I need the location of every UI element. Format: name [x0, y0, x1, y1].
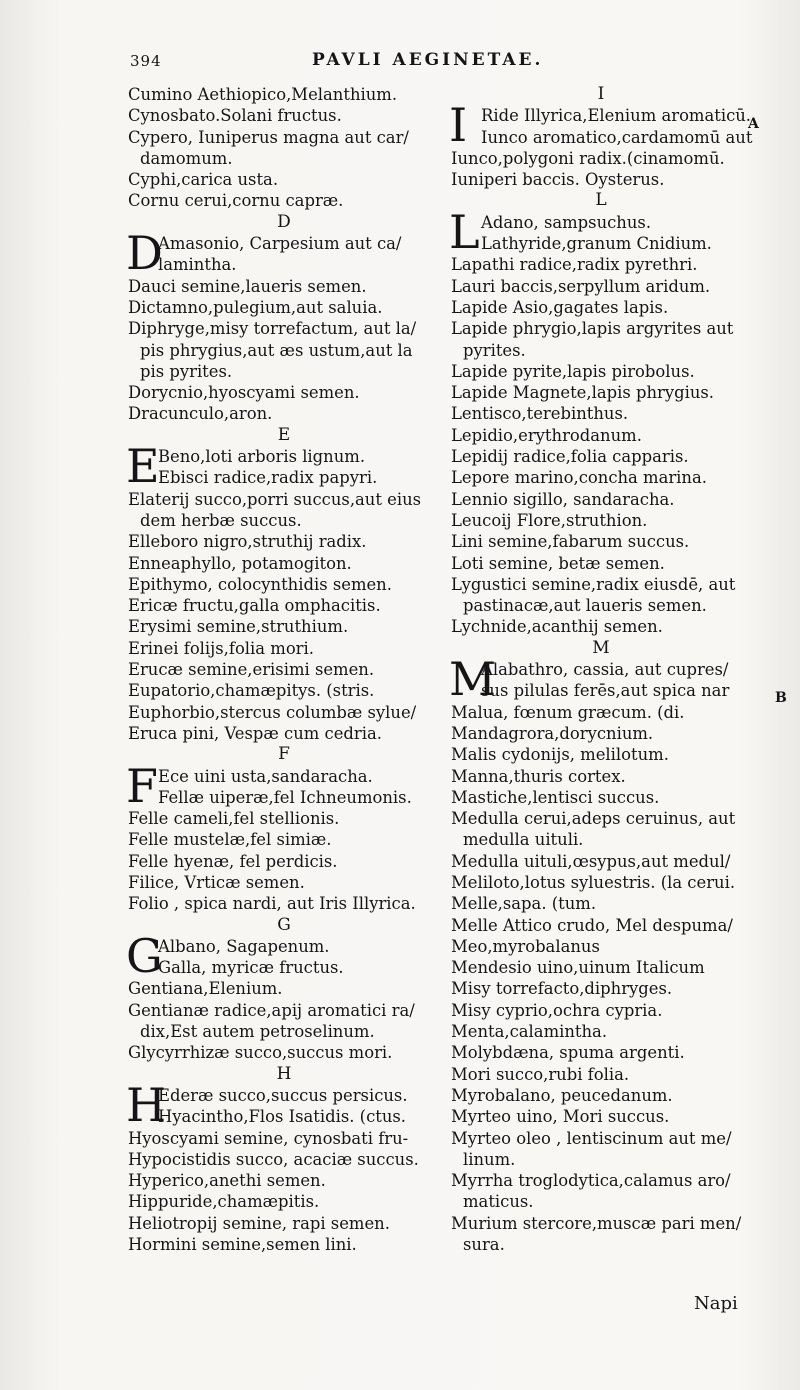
- index-entry: [128, 553, 440, 574]
- index-entry: [451, 510, 751, 531]
- index-entry-continuation: [451, 1149, 751, 1170]
- entry-text: Ericæ fructu,galla omphacitis.: [128, 596, 381, 616]
- entry-text: Meo,myrobalanus: [451, 936, 600, 956]
- index-entry: [451, 169, 751, 190]
- entry-text: Cyphi,carica usta.: [128, 170, 279, 190]
- index-entry: [451, 1064, 751, 1085]
- index-entry: [128, 829, 440, 850]
- index-entry: [128, 297, 440, 318]
- entry-text: Erinei folijs,folia mori.: [128, 638, 314, 658]
- index-entry: [451, 318, 751, 339]
- index-entry: [451, 851, 751, 872]
- entry-text: Murium stercore,muscæ pari men/: [451, 1213, 742, 1233]
- entry-text: Amasonio, Carpesium aut ca/: [158, 234, 402, 254]
- index-entry: [128, 403, 440, 424]
- entry-text: Epithymo, colocynthidis semen.: [128, 574, 392, 594]
- index-entry: [128, 467, 440, 488]
- index-entry: [128, 1170, 440, 1191]
- entry-text: Hyacintho,Flos Isatidis. (ctus.: [158, 1107, 407, 1127]
- index-entry: [128, 702, 440, 723]
- entry-text: I: [597, 84, 605, 104]
- entry-text: Galla, myricæ fructus.: [158, 958, 344, 978]
- entry-text: Dictamno,pulegium,aut saluia.: [128, 297, 383, 317]
- entry-text: Lygustici semine,radix eiusdē, aut: [451, 574, 736, 594]
- index-entry: [451, 467, 751, 488]
- margin-mark-b: B: [775, 690, 787, 706]
- index-entry: [451, 787, 751, 808]
- entry-text: Enneaphyllo, potamogiton.: [128, 553, 352, 573]
- index-entry: [128, 851, 440, 872]
- entry-text: Myrobalano, peucedanum.: [451, 1085, 673, 1105]
- running-title: PAVLI AEGINETAE.: [312, 50, 544, 70]
- index-entry-continuation: [128, 510, 440, 531]
- entry-text: Cornu cerui,cornu capræ.: [128, 191, 344, 211]
- entry-text: Albano, Sagapenum.: [158, 936, 330, 956]
- index-entry: [451, 148, 751, 169]
- index-entry: [128, 978, 440, 999]
- entry-text: Diphryge,misy torrefactum, aut la/: [128, 319, 417, 339]
- entry-text: Hypocistidis succo, acaciæ succus.: [128, 1149, 419, 1169]
- index-entry: [128, 659, 440, 680]
- index-entry: [128, 595, 440, 616]
- index-entry: [128, 127, 440, 148]
- running-header: [130, 48, 770, 78]
- index-entry: [128, 787, 440, 808]
- drop-cap: L: [449, 204, 480, 259]
- page-number: 394: [130, 52, 162, 70]
- entry-text: Lentisco,terebinthus.: [451, 404, 629, 424]
- entry-text: Mendesio uino,uinum Italicum: [451, 958, 705, 978]
- drop-cap: I: [449, 98, 468, 153]
- entry-text: Hippuride,chamæpitis.: [128, 1192, 320, 1212]
- entry-text: Melle Attico crudo, Mel despuma/: [451, 915, 733, 935]
- index-entry: [451, 574, 751, 595]
- index-entry: [451, 553, 751, 574]
- entry-text: Hyperico,anethi semen.: [128, 1171, 326, 1191]
- index-entry: [128, 531, 440, 552]
- index-entry: [128, 638, 440, 659]
- entry-text: Myrteo uino, Mori succus.: [451, 1107, 670, 1127]
- entry-text: E: [277, 424, 291, 445]
- entry-text: Dorycnio,hyoscyami semen.: [128, 383, 360, 403]
- entry-text: Hormini semine,semen lini.: [128, 1235, 357, 1255]
- drop-cap: E: [126, 439, 160, 494]
- entry-text: Dracunculo,aron.: [128, 404, 273, 424]
- entry-text: Mastiche,lentisci succus.: [451, 787, 660, 807]
- entry-text: Adano, sampsuchus.: [481, 212, 652, 232]
- index-entry: [128, 1000, 440, 1021]
- entry-text: F: [278, 744, 290, 765]
- index-entry-continuation: [128, 1021, 440, 1042]
- entry-text: Lychnide,acanthij semen.: [451, 617, 663, 637]
- entry-text: Gentiana,Elenium.: [128, 979, 283, 999]
- entry-text: Lepidij radice,folia capparis.: [451, 447, 689, 467]
- section-letter: [128, 744, 440, 765]
- index-entry: [451, 425, 751, 446]
- entry-text: L: [595, 190, 607, 211]
- section-letter: [128, 425, 440, 446]
- index-entry: [128, 872, 440, 893]
- entry-text: Iunco aromatico,cardamomū aut: [481, 127, 753, 147]
- left-column: [128, 84, 440, 1255]
- index-entry: [451, 276, 751, 297]
- index-entry: [451, 297, 751, 318]
- index-entry-continuation: [451, 829, 751, 850]
- drop-cap: M: [449, 652, 497, 707]
- entry-text: Iunco,polygoni radix.(cinamomū.: [451, 148, 725, 168]
- entry-text: damomum.: [140, 148, 233, 168]
- entry-text: Erucæ semine,erisimi semen.: [128, 660, 375, 680]
- index-entry: [128, 808, 440, 829]
- entry-text: Lennio sigillo, sandaracha.: [451, 489, 675, 509]
- index-entry: [451, 702, 751, 723]
- index-entry: [128, 84, 440, 105]
- index-entry: [451, 915, 751, 936]
- index-entry: [451, 978, 751, 999]
- entry-text: Dauci semine,laueris semen.: [128, 276, 367, 296]
- entry-text: Ride Illyrica,Elenium aromaticū.: [481, 106, 752, 126]
- index-entry-continuation: [451, 340, 751, 361]
- entry-text: Hyoscyami semine, cynosbati fru-: [128, 1128, 409, 1148]
- entry-text: Misy torrefacto,diphryges.: [451, 979, 673, 999]
- entry-text: Felle cameli,fel stellionis.: [128, 809, 340, 829]
- index-entry: [128, 1191, 440, 1212]
- drop-cap: H: [126, 1077, 167, 1132]
- entry-text: Felle hyenæ, fel perdicis.: [128, 851, 338, 871]
- index-entry-continuation: [128, 340, 440, 361]
- entry-text: Euphorbio,stercus columbæ sylue/: [128, 702, 417, 722]
- index-entry: [128, 723, 440, 744]
- entry-text: Lapide pyrite,lapis pirobolus.: [451, 361, 695, 381]
- index-entry: [128, 169, 440, 190]
- index-entry: [451, 127, 751, 148]
- entry-text: Lapide Magnete,lapis phrygius.: [451, 383, 715, 403]
- index-entry: [128, 1149, 440, 1170]
- entry-text: Gentianæ radice,apij aromatici ra/: [128, 1000, 415, 1020]
- index-entry: [451, 446, 751, 467]
- entry-text: Lapide phrygio,lapis argyrites aut: [451, 319, 734, 339]
- entry-text: Elleboro nigro,struthij radix.: [128, 532, 367, 552]
- entry-text: G: [277, 914, 291, 935]
- entry-text: Manna,thuris cortex.: [451, 766, 626, 786]
- entry-text: Fellæ uiperæ,fel Ichneumonis.: [158, 787, 412, 807]
- index-entry: [451, 893, 751, 914]
- index-entry: [451, 361, 751, 382]
- index-entry: [451, 531, 751, 552]
- index-entry: [451, 1000, 751, 1021]
- entry-text: D: [277, 211, 291, 232]
- entry-text: Mandagrora,dorycnium.: [451, 723, 654, 743]
- entry-text: Lini semine,fabarum succus.: [451, 532, 690, 552]
- entry-text: Lepidio,erythrodanum.: [451, 425, 642, 445]
- index-entry: [128, 489, 440, 510]
- entry-text: sura.: [463, 1235, 505, 1255]
- entry-text: M: [592, 637, 610, 658]
- index-entry: [451, 1128, 751, 1149]
- index-entry: [128, 616, 440, 637]
- index-entry: [128, 1106, 440, 1127]
- entry-text: Menta,calamintha.: [451, 1022, 608, 1042]
- entry-text: linum.: [463, 1149, 516, 1169]
- entry-text: pis phrygius,aut æs ustum,aut la: [140, 340, 413, 360]
- entry-text: Felle mustelæ,fel simiæ.: [128, 830, 332, 850]
- entry-text: Ece uini usta,sandaracha.: [158, 766, 373, 786]
- index-entry-continuation: [128, 361, 440, 382]
- index-entry: [128, 254, 440, 275]
- entry-text: Glycyrrhizæ succo,succus mori.: [128, 1043, 393, 1063]
- entry-text: Iuniperi baccis. Oysterus.: [451, 170, 665, 190]
- index-entry: [451, 254, 751, 275]
- index-entry: [451, 723, 751, 744]
- index-entry: [128, 680, 440, 701]
- index-entry: [128, 1234, 440, 1255]
- entry-text: Lathyride,granum Cnidium.: [481, 234, 712, 254]
- entry-text: dix,Est autem petroselinum.: [140, 1022, 375, 1042]
- entry-text: Erysimi semine,struthium.: [128, 617, 349, 637]
- entry-text: Ebisci radice,radix papyri.: [158, 468, 378, 488]
- section-letter: [128, 915, 440, 936]
- entry-text: Beno,loti arboris lignum.: [158, 447, 366, 467]
- index-entry: [451, 1213, 751, 1234]
- entry-text: Lauri baccis,serpyllum aridum.: [451, 276, 711, 296]
- entry-text: Eruca pini, Vespæ cum cedria.: [128, 723, 382, 743]
- index-entry: [128, 957, 440, 978]
- entry-text: dem herbæ succus.: [140, 510, 302, 530]
- entry-text: medulla uituli.: [463, 830, 584, 850]
- index-entry: [451, 1170, 751, 1191]
- index-entry: [451, 489, 751, 510]
- index-entry-continuation: [451, 1234, 751, 1255]
- index-entry: [451, 1085, 751, 1106]
- section-letter: [128, 212, 440, 233]
- entry-text: H: [276, 1063, 292, 1084]
- entry-text: Leucoij Flore,struthion.: [451, 510, 648, 530]
- entry-text: Myrrha troglodytica,calamus aro/: [451, 1171, 731, 1191]
- entry-text: Eupatorio,chamæpitys. (stris.: [128, 681, 375, 701]
- entry-text: Cumino Aethiopico,Melanthium.: [128, 85, 398, 104]
- index-entry: [128, 893, 440, 914]
- entry-text: sus pilulas ferēs,aut spica nar: [481, 681, 730, 701]
- drop-cap: D: [126, 226, 163, 281]
- right-column: [451, 84, 751, 1255]
- section-letter: [451, 190, 751, 211]
- entry-text: Lapathi radice,radix pyrethri.: [451, 255, 698, 275]
- entry-text: Malis cydonijs, melilotum.: [451, 745, 669, 765]
- entry-text: pis pyrites.: [140, 361, 233, 381]
- section-letter: [451, 84, 751, 105]
- entry-text: Lepore marino,concha marina.: [451, 468, 707, 488]
- entry-text: Meliloto,lotus syluestris. (la cerui.: [451, 872, 736, 892]
- entry-text: Alabathro, cassia, aut cupres/: [481, 660, 729, 680]
- index-entry: [451, 233, 751, 254]
- entry-text: Lapide Asio,gagates lapis.: [451, 297, 669, 317]
- entry-text: Myrteo oleo , lentiscinum aut me/: [451, 1128, 732, 1148]
- margin-mark-a: A: [748, 116, 759, 132]
- entry-text: maticus.: [463, 1192, 534, 1212]
- index-entry: [128, 574, 440, 595]
- entry-text: Loti semine, betæ semen.: [451, 553, 665, 573]
- entry-text: pastinacæ,aut laueris semen.: [463, 596, 707, 616]
- index-entry: [451, 1021, 751, 1042]
- index-entry: [451, 403, 751, 424]
- entry-text: Melle,sapa. (tum.: [451, 894, 597, 914]
- index-entry: [451, 1042, 751, 1063]
- entry-text: Molybdæna, spuma argenti.: [451, 1043, 685, 1063]
- index-entry: [451, 616, 751, 637]
- index-entry: [451, 382, 751, 403]
- entry-text: Elaterij succo,porri succus,aut eius: [128, 489, 422, 509]
- entry-text: Misy cyprio,ochra cypria.: [451, 1000, 663, 1020]
- index-entry: [128, 1128, 440, 1149]
- index-entry: [451, 936, 751, 957]
- entry-text: Mori succo,rubi folia.: [451, 1064, 630, 1084]
- entry-text: Cynosbato.Solani fructus.: [128, 106, 342, 126]
- entry-text: Medulla cerui,adeps ceruinus, aut: [451, 809, 736, 829]
- index-entry: [128, 190, 440, 211]
- entry-text: lamintha.: [158, 255, 237, 275]
- index-entry: [128, 1042, 440, 1063]
- index-entry: [128, 1213, 440, 1234]
- index-entry: [128, 318, 440, 339]
- index-entry: [451, 808, 751, 829]
- index-entry: [451, 1106, 751, 1127]
- entry-text: Cypero, Iuniperus magna aut car/: [128, 127, 409, 147]
- drop-cap: F: [126, 758, 158, 813]
- index-entry: [128, 276, 440, 297]
- index-entry: [451, 766, 751, 787]
- entry-text: Malua, fœnum græcum. (di.: [451, 702, 685, 722]
- index-entry: [451, 872, 751, 893]
- index-entry-continuation: [128, 148, 440, 169]
- index-entry-continuation: [451, 595, 751, 616]
- index-entry-continuation: [451, 1191, 751, 1212]
- index-entry: [128, 105, 440, 126]
- entry-text: Ederæ succo,succus persicus.: [158, 1085, 408, 1105]
- entry-text: Heliotropij semine, rapi semen.: [128, 1213, 390, 1233]
- catchword: Napi: [694, 1293, 738, 1314]
- section-letter: [128, 1064, 440, 1085]
- entry-text: pyrites.: [463, 340, 526, 360]
- drop-cap: G: [126, 928, 163, 983]
- index-entry: [128, 382, 440, 403]
- index-entry: [451, 744, 751, 765]
- entry-text: Medulla uituli,œsypus,aut medul/: [451, 851, 731, 871]
- entry-text: Filice, Vrticæ semen.: [128, 872, 305, 892]
- entry-text: Folio , spica nardi, aut Iris Illyrica.: [128, 894, 416, 914]
- index-entry: [451, 957, 751, 978]
